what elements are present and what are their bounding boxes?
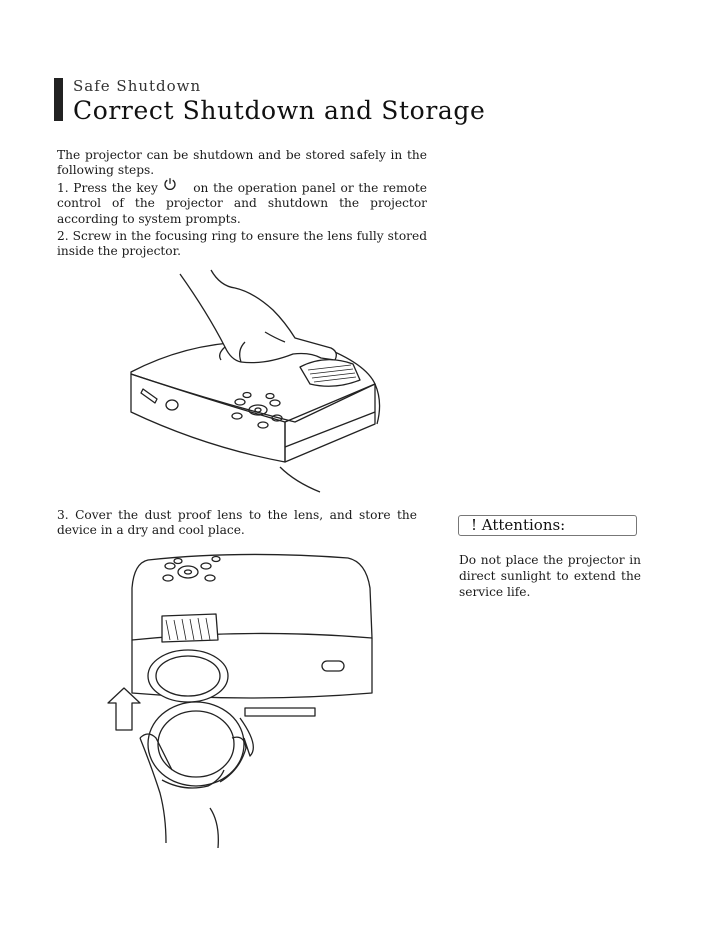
intro-paragraph: The projector can be shutdown and be stored safely in the following steps. <box>57 148 427 178</box>
step-1-text-before: 1. Press the key <box>57 181 158 195</box>
page-title: Correct Shutdown and Storage <box>73 96 486 125</box>
step-1-paragraph <box>57 178 427 227</box>
title-accent-bar <box>54 78 63 121</box>
section-subtitle: Safe Shutdown <box>73 77 202 95</box>
attentions-heading: ! Attentions: <box>458 515 637 536</box>
step-3-paragraph: 3. Cover the dust proof lens to the lens, and store the device in a dry and cool place. <box>57 508 417 538</box>
lens-cap-illustration <box>100 548 380 853</box>
power-icon <box>163 177 189 195</box>
step-1-text-after: on the operation panel or the remote control of the projector and shutdown the projector according to system prompts. <box>57 181 428 226</box>
attentions-text: Do not place the projector in direct sunlight to extend the service life. <box>459 553 641 599</box>
step-2-paragraph: 2. Screw in the focusing ring to ensure the lens fully stored inside the projector. <box>57 229 427 259</box>
focus-ring-illustration <box>125 262 385 497</box>
